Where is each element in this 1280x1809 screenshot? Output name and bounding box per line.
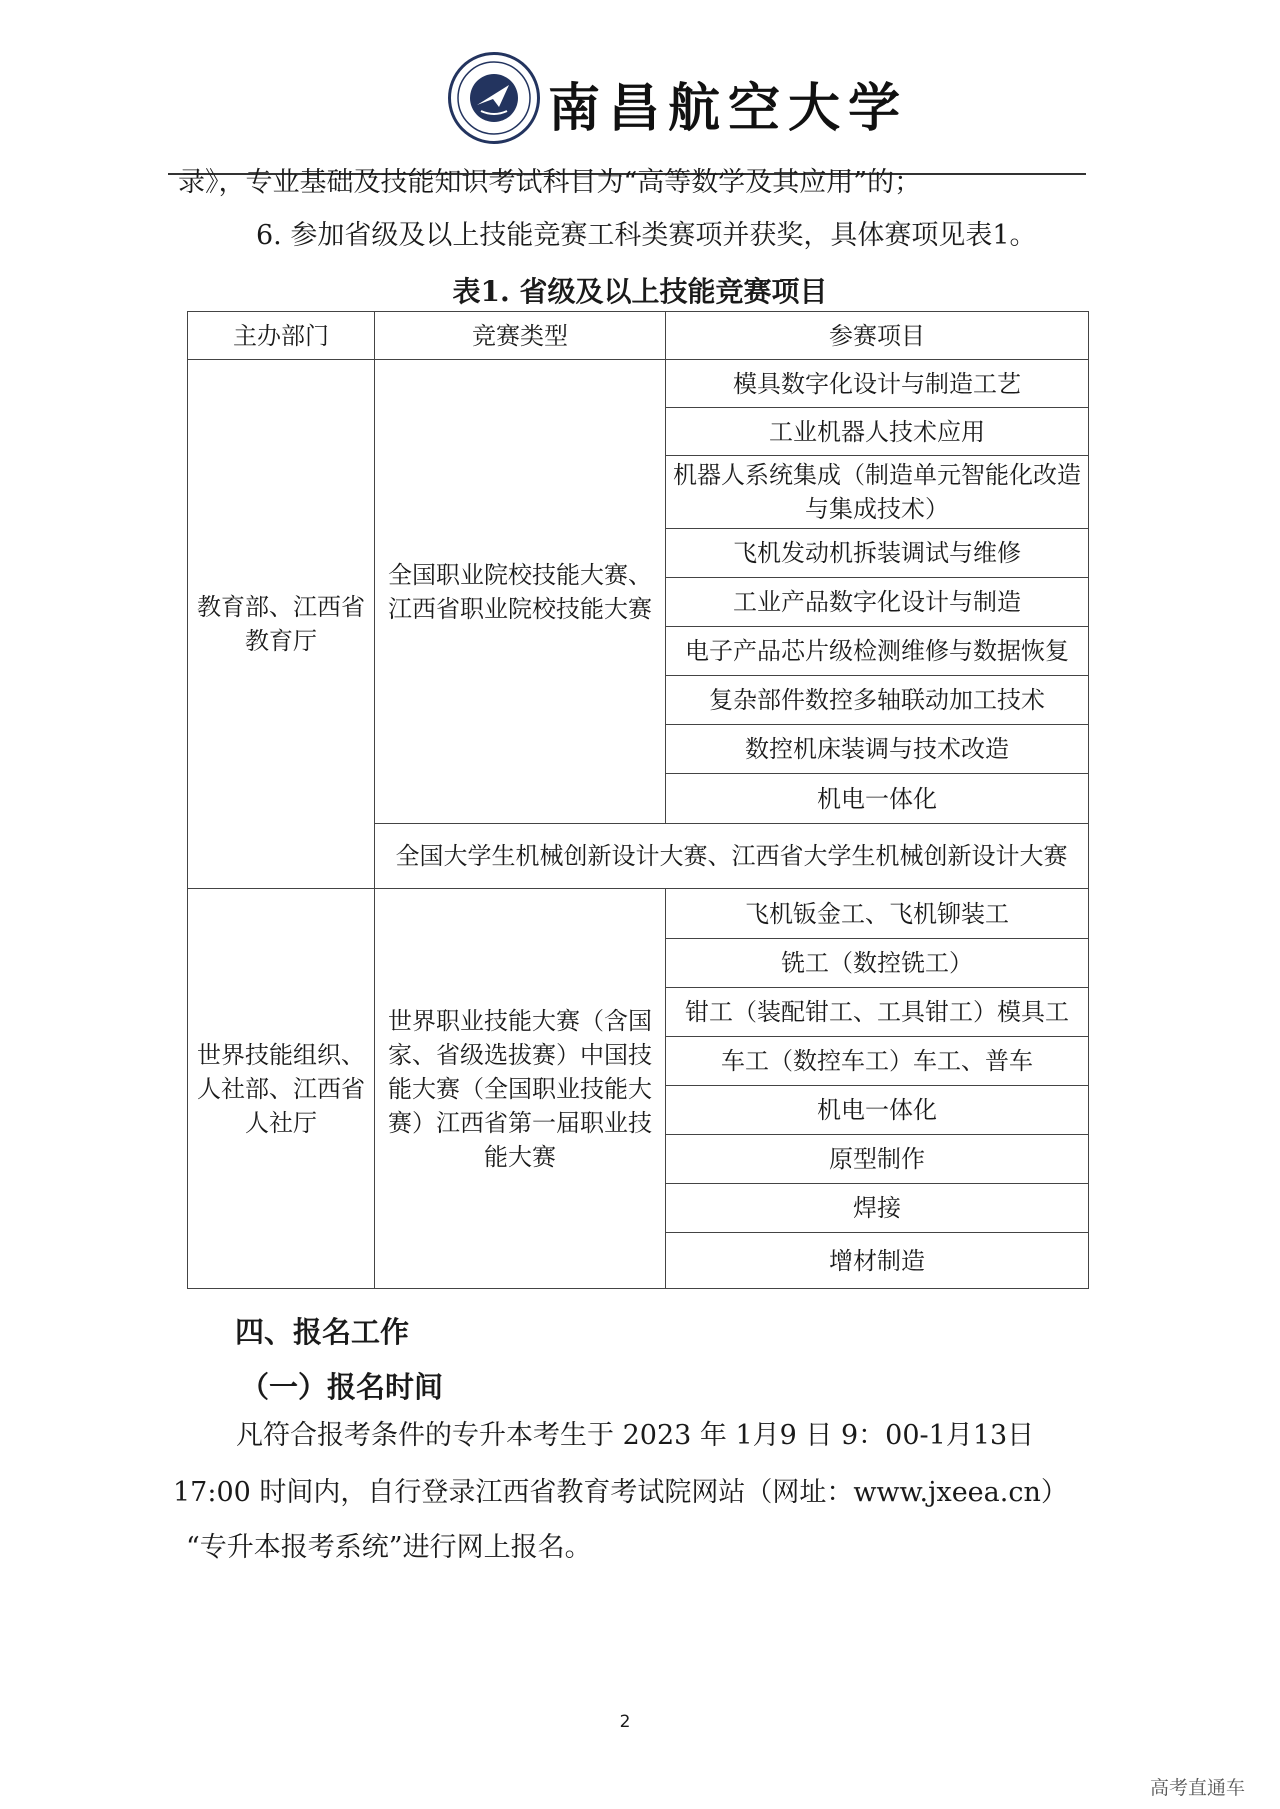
table-item-cell: 工业产品数字化设计与制造: [665, 577, 1089, 627]
table-item-cell: 焊接: [665, 1183, 1089, 1233]
table-item-cell: 钳工（装配钳工、工具钳工）模具工: [665, 987, 1089, 1037]
registration-text-line-2: 17:00 时间内，自行登录江西省教育考试院网站（网址：www.jxeea.cn）: [173, 1477, 1068, 1508]
table-item-cell: 机电一体化: [665, 1085, 1089, 1135]
table-item-cell: 工业机器人技术应用: [665, 407, 1089, 456]
university-seal-icon: [448, 52, 540, 144]
subsection-heading: （一）报名时间: [240, 1370, 444, 1404]
table-item-cell: 铣工（数控铣工）: [665, 938, 1089, 988]
table-item-cell: 机电一体化: [665, 773, 1089, 824]
page-number: 2: [619, 1712, 631, 1732]
section-heading: 四、报名工作: [235, 1315, 410, 1349]
table-item-cell: 增材制造: [665, 1232, 1089, 1289]
table-item-cell: 数控机床装调与技术改造: [665, 724, 1089, 774]
table-header-type: 竞赛类型: [374, 311, 666, 360]
letterhead: [0, 40, 1280, 140]
table-item-cell: 原型制作: [665, 1134, 1089, 1184]
paragraph-continuation: 录》，专业基础及技能知识考试科目为“高等数学及其应用”的；: [178, 167, 922, 198]
registration-text-line-1: 凡符合报考条件的专升本考生于 2023 年 1月9 日 9：00-1月13日: [236, 1420, 1035, 1451]
table-item-cell: 机器人系统集成（制造单元智能化改造与集成技术）: [665, 455, 1089, 529]
table-item-cell: 飞机钣金工、飞机铆装工: [665, 888, 1089, 939]
competition-type-cell: 全国职业院校技能大赛、江西省职业院校技能大赛: [374, 359, 666, 824]
competition-type-cell: 世界职业技能大赛（含国家、省级选拔赛）中国技能大赛（全国职业技能大赛）江西省第一届职业技能大赛: [374, 888, 666, 1289]
table-item-cell: 电子产品芯片级检测维修与数据恢复: [665, 626, 1089, 676]
table-item-cell: 飞机发动机拆装调试与维修: [665, 528, 1089, 578]
watermark: 高考直通车: [1150, 1777, 1246, 1799]
table-caption: 表1. 省级及以上技能竞赛项目: [452, 275, 828, 308]
department-cell: 教育部、江西省教育厅: [187, 359, 375, 889]
department-cell: 世界技能组织、人社部、江西省人社厅: [187, 888, 375, 1289]
registration-text-line-3: “专升本报考系统”进行网上报名。: [186, 1532, 592, 1563]
table-item-cell: 车工（数控车工）车工、普车: [665, 1036, 1089, 1086]
paragraph-item-6: 6. 参加省级及以上技能竞赛工科类赛项并获奖，具体赛项见表1。: [256, 220, 1037, 251]
merged-competition-row: 全国大学生机械创新设计大赛、江西省大学生机械创新设计大赛: [374, 823, 1089, 889]
competition-table: [187, 311, 1089, 1289]
table-item-cell: 模具数字化设计与制造工艺: [665, 359, 1089, 408]
university-name: 南昌航空大学: [548, 78, 909, 139]
table-header-department: 主办部门: [187, 311, 375, 360]
table-item-cell: 复杂部件数控多轴联动加工技术: [665, 675, 1089, 725]
table-header-items: 参赛项目: [665, 311, 1089, 360]
